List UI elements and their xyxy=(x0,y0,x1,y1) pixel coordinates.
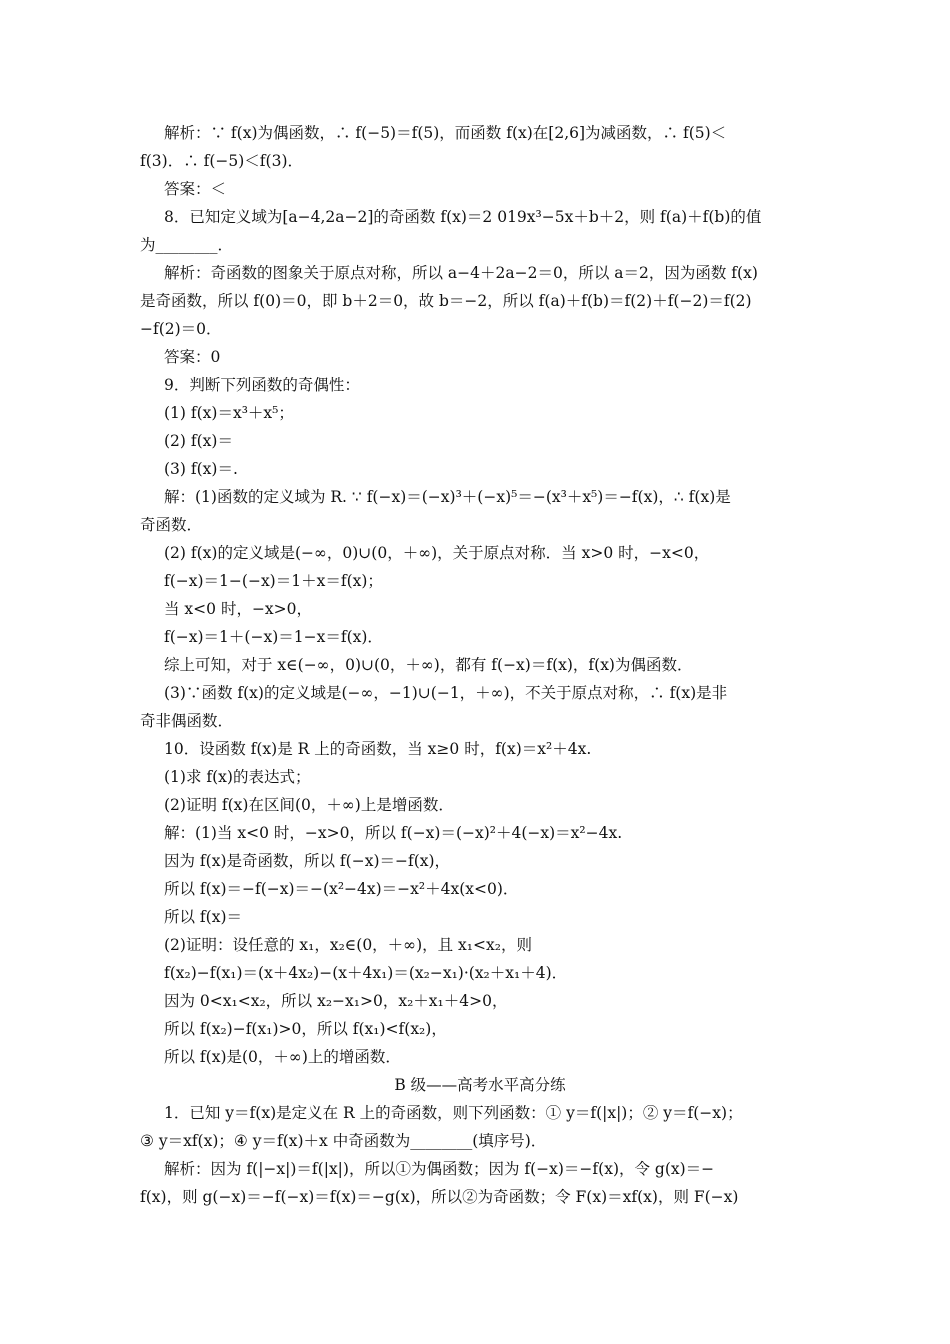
solution-10-line-9: 所以 f(x)是(0，＋∞)上的增函数． xyxy=(164,1048,401,1066)
question-9-part-2: (2) f(x)＝ xyxy=(164,432,233,450)
section-heading: B 级——高考水平高分练 xyxy=(394,1076,566,1094)
solution-7-line-1: 解析：∵ f(x)为偶函数，∴ f(−5)＝f(5)，而函数 f(x)在[2,6]为减函数，∴ f(5)＜ xyxy=(164,124,727,142)
question-b1-line-2: ③ y＝xf(x)；④ y＝f(x)＋x 中奇函数为________(填序号)． xyxy=(140,1132,547,1150)
solution-10-line-6: f(x₂)−f(x₁)＝(x＋4x₂)−(x＋4x₁)＝(x₂−x₁)·(x₂＋x₁＋4)． xyxy=(164,964,568,982)
solution-10-line-3: 所以 f(x)＝−f(−x)＝−(x²−4x)＝−x²＋4x(x<0)． xyxy=(164,880,519,898)
question-9-part-1: (1) f(x)＝x³＋x⁵； xyxy=(164,404,294,422)
solution-10-line-8: 所以 f(x₂)−f(x₁)>0，所以 f(x₁)<f(x₂)， xyxy=(164,1020,447,1038)
solution-b1-line-1: 解析：因为 f(|−x|)＝f(|x|)，所以①为偶函数；因为 f(−x)＝−f(x)，令 g(x)＝− xyxy=(164,1160,715,1178)
solution-10-line-1: 解：(1)当 x<0 时，−x>0，所以 f(−x)＝(−x)²＋4(−x)＝x²−4x. xyxy=(164,824,623,842)
solution-9-line-3: (2) f(x)的定义域是(−∞，0)∪(0，＋∞)，关于原点对称．当 x>0 时，−x<0， xyxy=(164,544,710,562)
solution-9-line-5: 当 x<0 时，−x>0， xyxy=(164,600,313,618)
solution-9-line-6: f(−x)＝1＋(−x)＝1−x＝f(x)． xyxy=(164,628,383,646)
question-9-part-3: (3) f(x)＝. xyxy=(164,460,238,478)
solution-9-line-2: 奇函数． xyxy=(140,516,203,534)
solution-7-line-2: f(3)．∴ f(−5)＜f(3)． xyxy=(140,152,303,170)
solution-9-line-8: (3)∵函数 f(x)的定义域是(−∞，−1)∪(−1，＋∞)，不关于原点对称，∴ f(x)是非 xyxy=(164,684,728,702)
question-9-title: 9．判断下列函数的奇偶性： xyxy=(164,376,360,394)
question-8-line-1: 8．已知定义域为[a−4,2a−2]的奇函数 f(x)＝2 019x³−5x＋b＋2，则 f(a)＋f(b)的值 xyxy=(164,208,762,226)
solution-9-line-1: 解：(1)函数的定义域为 R. ∵ f(−x)＝(−x)³＋(−x)⁵＝−(x³＋x⁵)＝−f(x)，∴ f(x)是 xyxy=(164,488,731,506)
answer-8: 答案：0 xyxy=(164,348,221,366)
question-b1-line-1: 1．已知 y＝f(x)是定义在 R 上的奇函数，则下列函数：① y＝f(|x|)；② y＝f(−x)； xyxy=(164,1104,743,1122)
solution-10-line-7: 因为 0<x₁<x₂，所以 x₂−x₁>0，x₂＋x₁＋4>0， xyxy=(164,992,508,1010)
solution-b1-line-2: f(x)，则 g(−x)＝−f(−x)＝f(x)＝−g(x)，所以②为奇函数；令 F(x)＝xf(x)，则 F(−x) xyxy=(140,1188,739,1206)
solution-9-line-4: f(−x)＝1−(−x)＝1＋x＝f(x)； xyxy=(164,572,383,590)
solution-9-line-7: 综上可知，对于 x∈(−∞，0)∪(0，＋∞)，都有 f(−x)＝f(x)，f(x)为偶函数． xyxy=(164,656,693,674)
solution-8-line-3: −f(2)＝0． xyxy=(140,320,222,338)
question-10-part-1: (1)求 f(x)的表达式； xyxy=(164,768,311,786)
solution-8-line-2: 是奇函数，所以 f(0)＝0，即 b＋2＝0，故 b＝−2，所以 f(a)＋f(b)＝f(2)＋f(−2)＝f(2) xyxy=(140,292,752,310)
solution-10-line-4: 所以 f(x)＝ xyxy=(164,908,242,926)
question-10-title: 10．设函数 f(x)是 R 上的奇函数，当 x≥0 时，f(x)＝x²＋4x. xyxy=(164,740,592,758)
solution-8-line-1: 解析：奇函数的图象关于原点对称，所以 a−4＋2a−2＝0，所以 a＝2，因为函数 f(x) xyxy=(164,264,758,282)
solution-10-line-5: (2)证明：设任意的 x₁，x₂∈(0，＋∞)，且 x₁<x₂，则 xyxy=(164,936,532,954)
solution-10-line-2: 因为 f(x)是奇函数，所以 f(−x)＝−f(x)， xyxy=(164,852,451,870)
answer-7: 答案：＜ xyxy=(164,180,227,198)
question-10-part-2: (2)证明 f(x)在区间(0，＋∞)上是增函数． xyxy=(164,796,454,814)
solution-9-line-9: 奇非偶函数． xyxy=(140,712,234,730)
question-8-line-2: 为________． xyxy=(140,236,234,254)
